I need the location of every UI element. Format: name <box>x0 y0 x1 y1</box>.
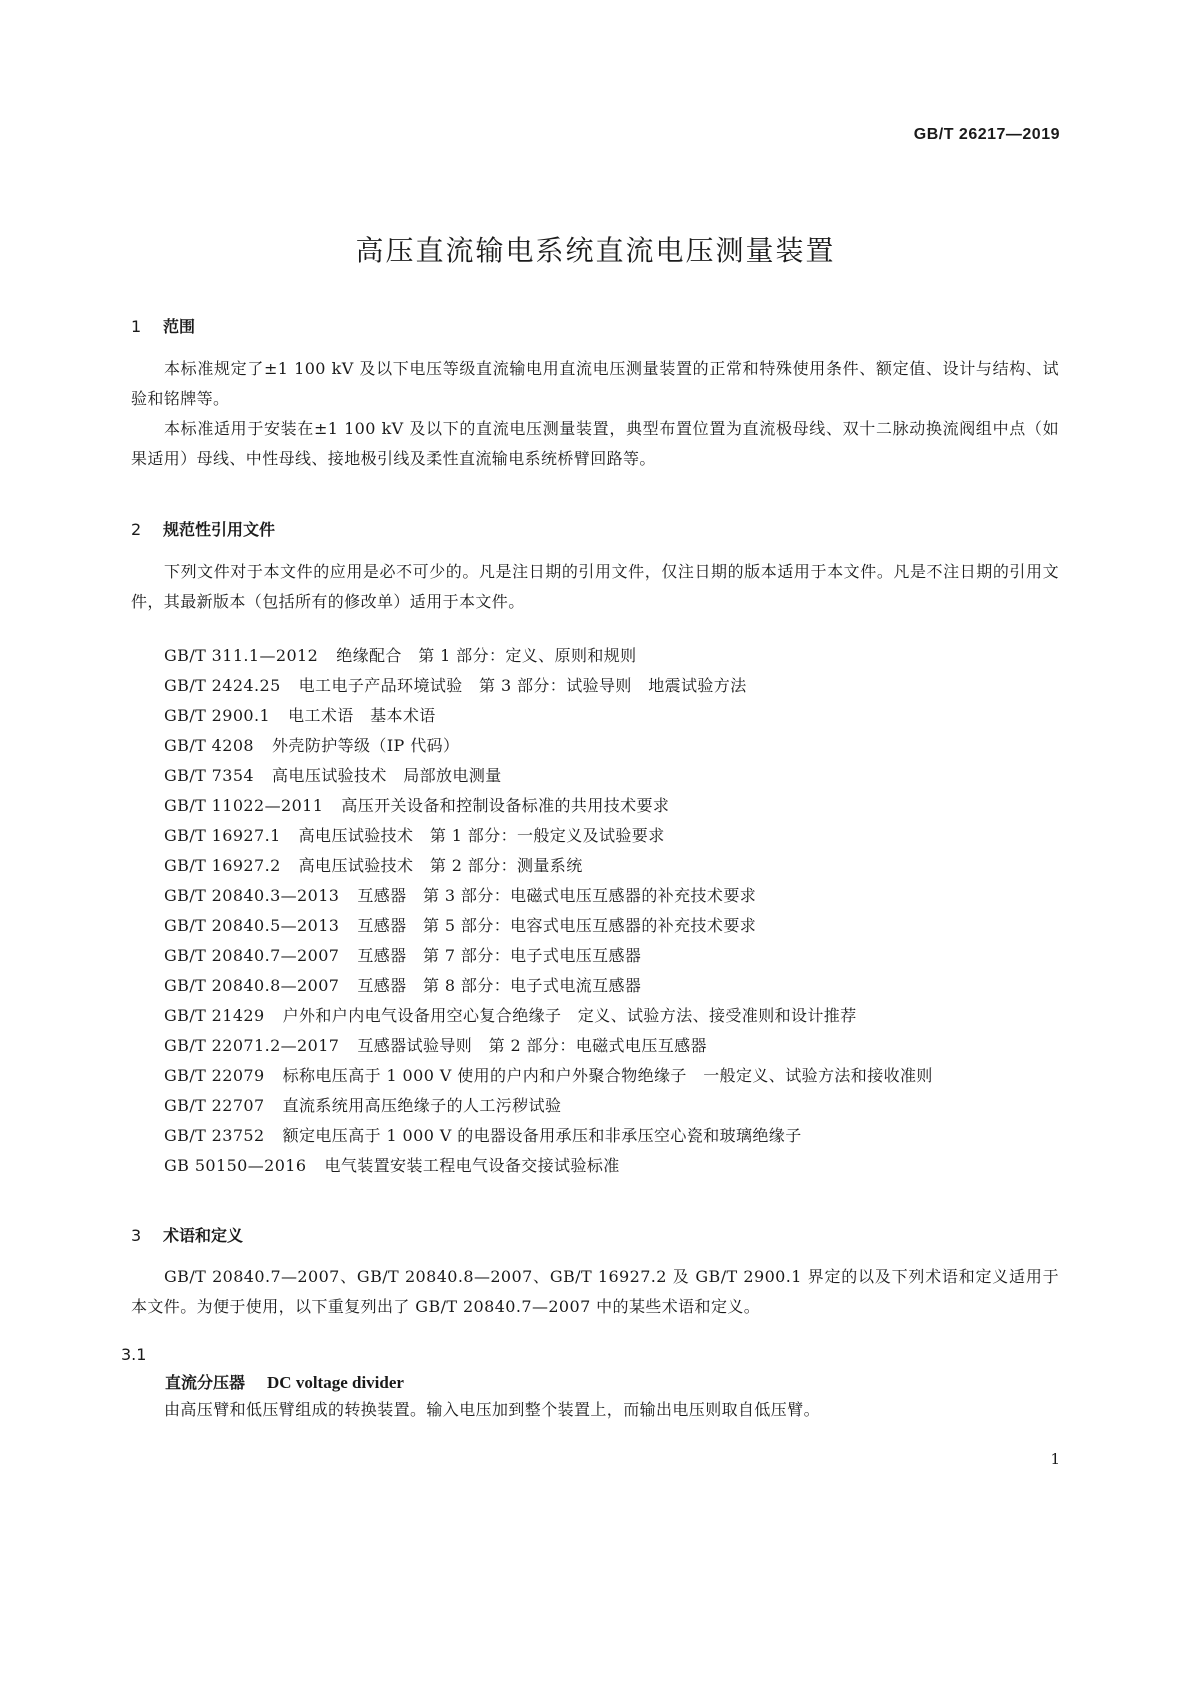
reference-item <box>131 761 1059 791</box>
term-name-en: DC voltage divider <box>267 1373 404 1392</box>
section-3-heading <box>131 1223 243 1246</box>
reference-title: 标称电压高于 1 000 V 使用的户内和户外聚合物绝缘子 一般定义、试验方法和接收准则 <box>282 1066 933 1085</box>
reference-title: 互感器 第 7 部分：电子式电压互感器 <box>357 946 642 965</box>
page-number: 1 <box>1050 1450 1060 1468</box>
reference-code: GB/T 22071.2—2017 <box>164 1036 340 1055</box>
reference-item <box>131 791 1059 821</box>
term-name-cn: 直流分压器 <box>165 1373 246 1392</box>
section-1-paragraph-2: 本标准适用于安装在±1 100 kV 及以下的直流电压测量装置，典型布置位置为直流极母线、双十二脉动换流阀组中点（如果适用）母线、中性母线、接地极引线及柔性直流输电系统桥臂回路等。 <box>131 419 1059 468</box>
term-definition: 由高压臂和低压臂组成的转换装置。输入电压加到整个装置上，而输出电压则取自低压臂。 <box>164 1400 821 1419</box>
reference-item <box>131 731 1059 761</box>
section-1-heading <box>131 314 195 337</box>
reference-code: GB/T 22079 <box>164 1066 265 1085</box>
reference-code: GB/T 20840.5—2013 <box>164 916 340 935</box>
standard-number: GB/T 26217—2019 <box>913 126 1060 143</box>
reference-item <box>131 1151 1059 1181</box>
reference-code: GB/T 16927.2 <box>164 856 281 875</box>
reference-title: 电气装置安装工程电气设备交接试验标准 <box>324 1156 620 1175</box>
section-1-title: 范围 <box>163 317 196 336</box>
term-name <box>165 1370 404 1393</box>
reference-item <box>131 971 1059 1001</box>
reference-item <box>131 1061 1059 1091</box>
reference-title: 互感器 第 8 部分：电子式电流互感器 <box>357 976 642 995</box>
reference-code: GB/T 7354 <box>164 766 255 785</box>
reference-title: 外壳防护等级（IP 代码） <box>272 736 460 755</box>
reference-code: GB/T 20840.8—2007 <box>164 976 340 995</box>
reference-title: 互感器 第 3 部分：电磁式电压互感器的补充技术要求 <box>357 886 757 905</box>
reference-item <box>131 701 1059 731</box>
reference-title: 额定电压高于 1 000 V 的电器设备用承压和非承压空心瓷和玻璃绝缘子 <box>282 1126 802 1145</box>
reference-item <box>131 1121 1059 1151</box>
reference-item <box>131 881 1059 911</box>
term-number: 3.1 <box>121 1345 147 1364</box>
section-2-heading <box>131 517 275 540</box>
reference-title: 户外和户内电气设备用空心复合绝缘子 定义、试验方法、接受准则和设计推荐 <box>282 1006 857 1025</box>
reference-code: GB/T 16927.1 <box>164 826 281 845</box>
reference-title: 高电压试验技术 第 1 部分：一般定义及试验要求 <box>298 826 665 845</box>
reference-title: 互感器试验导则 第 2 部分：电磁式电压互感器 <box>357 1036 707 1055</box>
reference-item <box>131 821 1059 851</box>
reference-code: GB/T 20840.3—2013 <box>164 886 340 905</box>
reference-title: 互感器 第 5 部分：电容式电压互感器的补充技术要求 <box>357 916 757 935</box>
section-2-intro: 下列文件对于本文件的应用是必不可少的。凡是注日期的引用文件，仅注日期的版本适用于本文件。凡是不注日期的引用文件，其最新版本（包括所有的修改单）适用于本文件。 <box>131 562 1059 611</box>
section-3-number: 3 <box>131 1226 142 1245</box>
reference-title: 直流系统用高压绝缘子的人工污秽试验 <box>282 1096 562 1115</box>
reference-title: 电工术语 基本术语 <box>288 706 436 725</box>
section-1-number: 1 <box>131 317 142 336</box>
reference-item <box>131 1031 1059 1061</box>
section-2-title: 规范性引用文件 <box>163 520 276 539</box>
reference-code: GB/T 22707 <box>164 1096 265 1115</box>
reference-item <box>131 641 1059 671</box>
reference-code: GB/T 21429 <box>164 1006 265 1025</box>
reference-title: 绝缘配合 第 1 部分：定义、原则和规则 <box>336 646 637 665</box>
section-2-number: 2 <box>131 520 142 539</box>
reference-item <box>131 1001 1059 1031</box>
reference-code: GB 50150—2016 <box>164 1156 307 1175</box>
reference-code: GB/T 4208 <box>164 736 255 755</box>
normative-references-list <box>131 641 1059 1181</box>
reference-code: GB/T 311.1—2012 <box>164 646 319 665</box>
reference-item <box>131 671 1059 701</box>
section-1-paragraph-1: 本标准规定了±1 100 kV 及以下电压等级直流输电用直流电压测量装置的正常和特殊使用条件、额定值、设计与结构、试验和铭牌等。 <box>131 359 1059 408</box>
reference-code: GB/T 11022—2011 <box>164 796 324 815</box>
reference-item <box>131 1091 1059 1121</box>
reference-item <box>131 851 1059 881</box>
reference-item <box>131 911 1059 941</box>
reference-code: GB/T 2900.1 <box>164 706 271 725</box>
document-title: 高压直流输电系统直流电压测量装置 <box>355 234 836 267</box>
reference-title: 高电压试验技术 第 2 部分：测量系统 <box>298 856 583 875</box>
reference-item <box>131 941 1059 971</box>
reference-code: GB/T 23752 <box>164 1126 265 1145</box>
reference-code: GB/T 20840.7—2007 <box>164 946 340 965</box>
reference-code: GB/T 2424.25 <box>164 676 281 695</box>
reference-title: 高电压试验技术 局部放电测量 <box>272 766 502 785</box>
section-3-intro: GB/T 20840.7—2007、GB/T 20840.8—2007、GB/T 16927.2 及 GB/T 2900.1 界定的以及下列术语和定义适用于本文件。为便于使用，以下重复列出了 GB/T 20840.7—2007 中的某些术语和定义。 <box>131 1267 1059 1316</box>
reference-title: 电工电子产品环境试验 第 3 部分：试验导则 地震试验方法 <box>298 676 747 695</box>
section-3-title: 术语和定义 <box>163 1226 244 1245</box>
reference-title: 高压开关设备和控制设备标准的共用技术要求 <box>341 796 670 815</box>
